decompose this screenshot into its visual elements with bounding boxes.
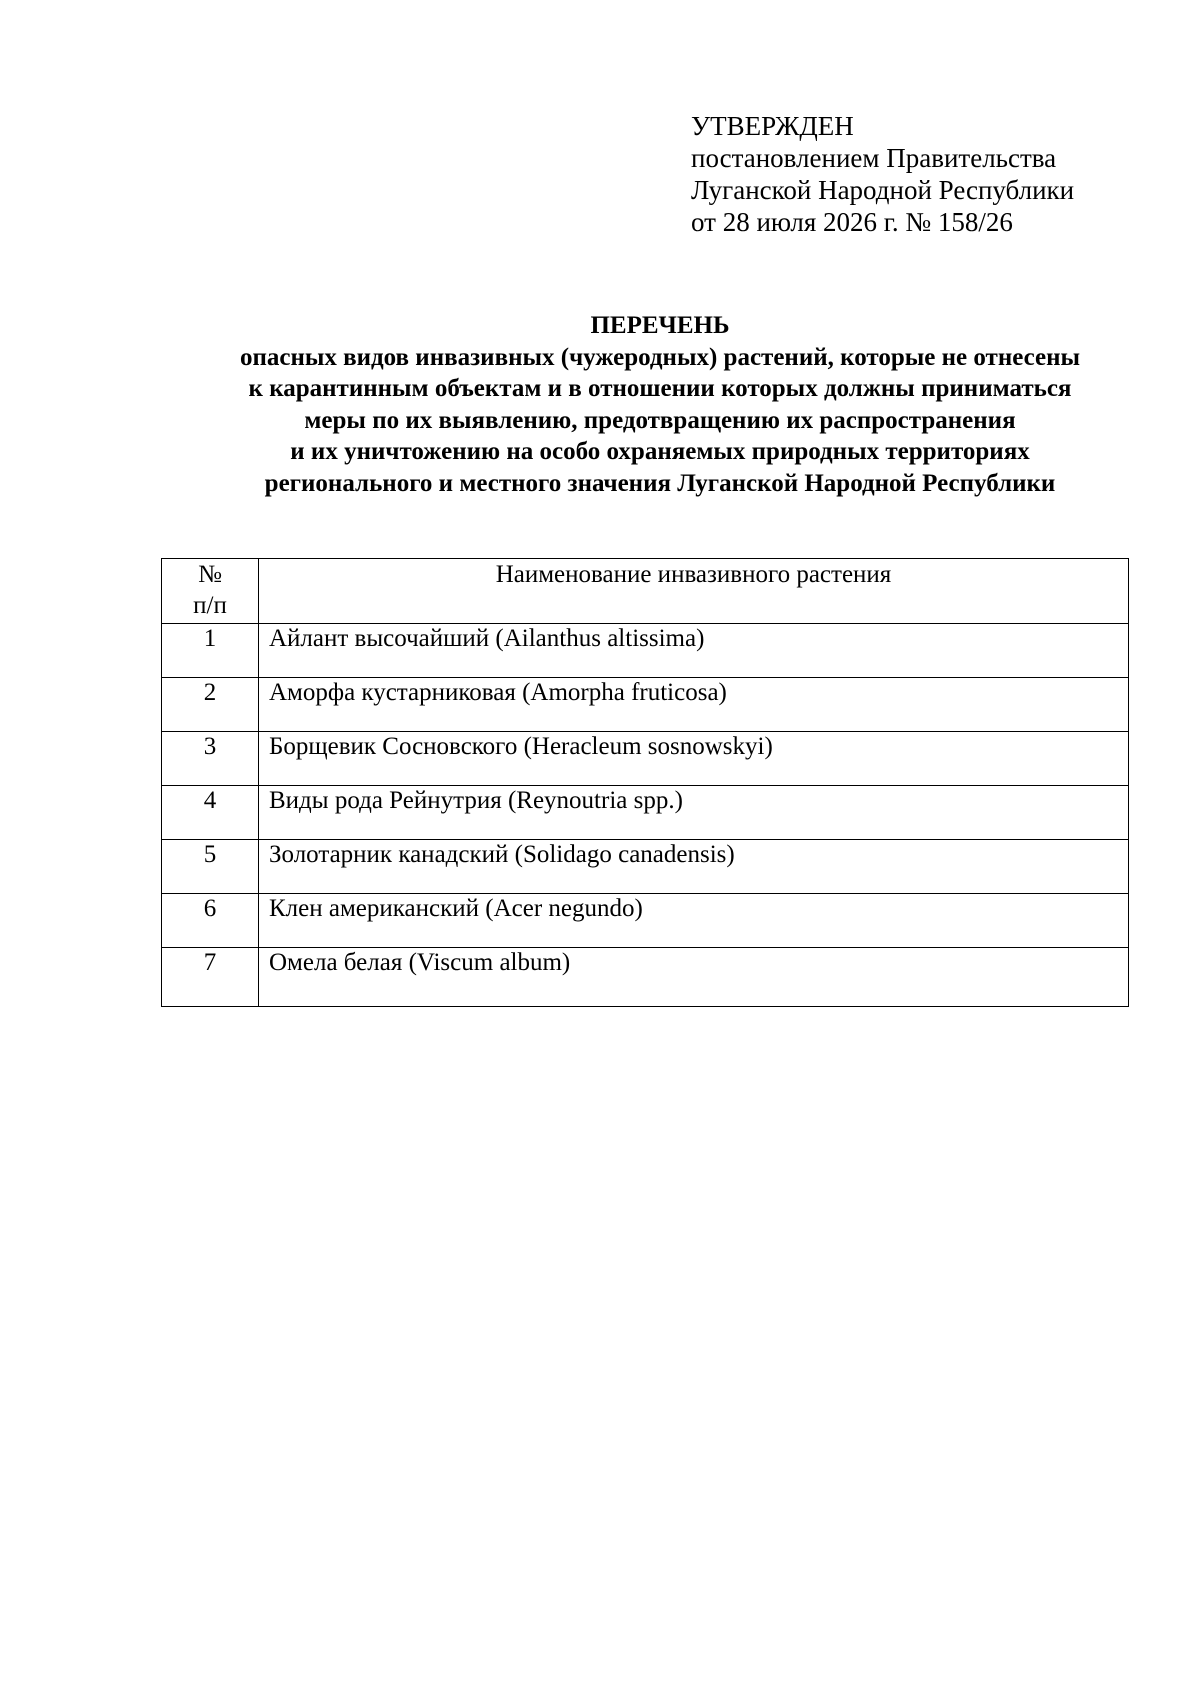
title-line: опасных видов инвазивных (чужеродных) растений, которые не отнесены xyxy=(239,343,1081,371)
plant-name: Виды рода Рейнутрия (Reynoutria spp.) xyxy=(259,786,1129,840)
row-number: 2 xyxy=(162,678,259,732)
table-row xyxy=(162,786,1129,840)
row-number: 3 xyxy=(162,732,259,786)
plant-name: Клен американский (Acer negundo) xyxy=(259,894,1129,948)
approval-issuer: постановлением Правительства xyxy=(691,143,1057,173)
row-number: 6 xyxy=(162,894,259,948)
order-abbrev: п/п xyxy=(193,592,227,619)
plant-name: Аморфа кустарниковая (Amorpha fruticosa) xyxy=(259,678,1129,732)
plants-table xyxy=(161,558,1129,1007)
approval-block xyxy=(691,110,1074,238)
row-number: 4 xyxy=(162,786,259,840)
table-row xyxy=(162,948,1129,1007)
approval-status: УТВЕРЖДЕН xyxy=(691,111,854,141)
title-line: регионального и местного значения Луганской Народной Республики xyxy=(264,469,1056,497)
document-title xyxy=(140,310,1180,499)
row-number: 7 xyxy=(162,948,259,1007)
table-row xyxy=(162,678,1129,732)
name-column-header: Наименование инвазивного растения xyxy=(259,559,1129,624)
number-column-header xyxy=(162,559,259,624)
table-row xyxy=(162,840,1129,894)
number-sign: № xyxy=(198,561,222,588)
row-number: 5 xyxy=(162,840,259,894)
row-number: 1 xyxy=(162,624,259,678)
title-heading: ПЕРЕЧЕНЬ xyxy=(590,312,730,339)
table-row xyxy=(162,732,1129,786)
plant-name: Омела белая (Viscum album) xyxy=(259,948,1129,1007)
table-row xyxy=(162,894,1129,948)
plant-name: Айлант высочайший (Ailanthus altissima) xyxy=(259,624,1129,678)
table-header-row xyxy=(162,559,1129,624)
title-line: к карантинным объектам и в отношении которых должны приниматься xyxy=(248,375,1072,402)
approval-government: Луганской Народной Республики xyxy=(691,175,1075,205)
plant-name: Борщевик Сосновского (Heracleum sosnowskyi) xyxy=(259,732,1129,786)
plant-name: Золотарник канадский (Solidago canadensis) xyxy=(259,840,1129,894)
table-row xyxy=(162,624,1129,678)
title-line: меры по их выявлению, предотвращению их распространения xyxy=(304,406,1016,434)
title-line: и их уничтожению на особо охраняемых природных территориях xyxy=(290,438,1030,465)
approval-date-number: от 28 июля 2026 г. № 158/26 xyxy=(691,207,1013,237)
